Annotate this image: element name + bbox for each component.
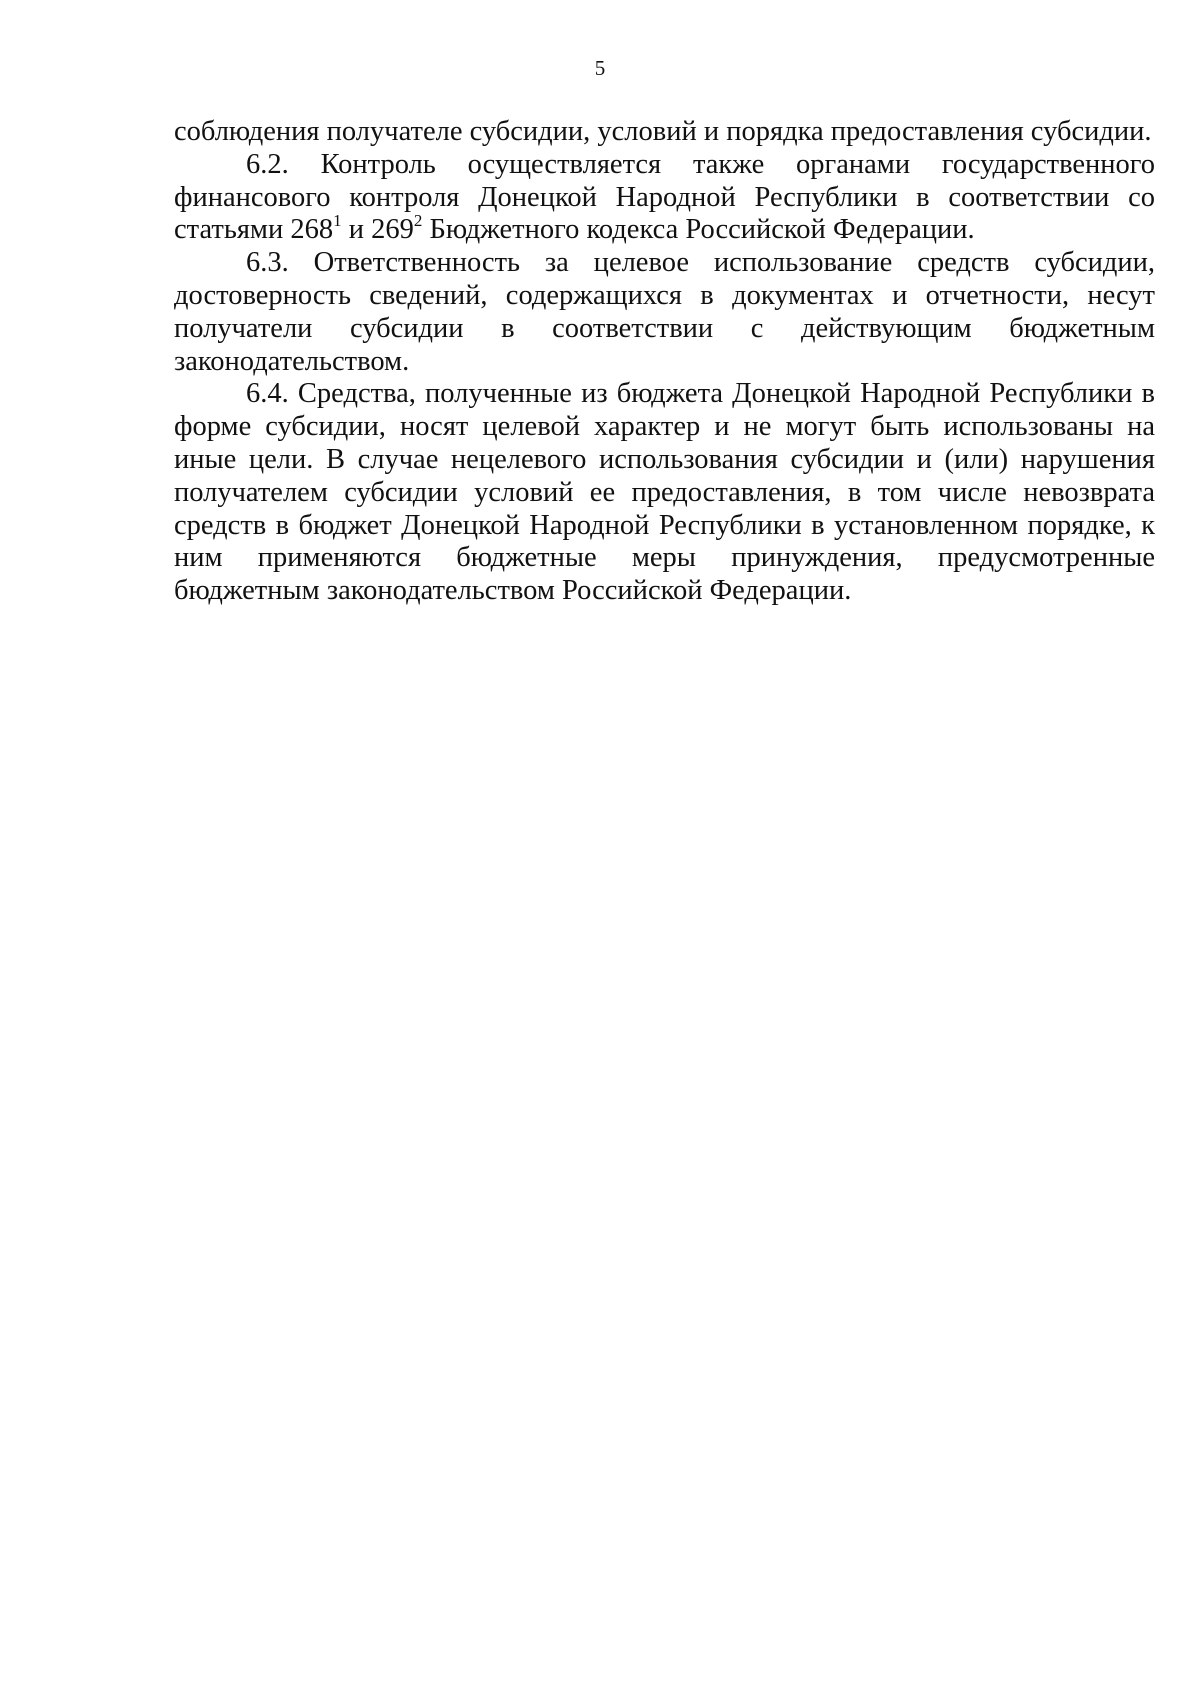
paragraph-6-2: [174, 149, 1155, 247]
paragraph-6-2-text-middle: и 269: [341, 214, 414, 246]
document-body: [174, 116, 1155, 608]
paragraph-continuation: соблюдения получателе субсидии, условий и порядка предоставления субсидии.: [174, 116, 1152, 147]
page-number: 5: [594, 56, 606, 80]
paragraph-6-3: 6.3. Ответственность за целевое использование средств субсидии, достоверность сведений, содержащихся в документах и отчетности, несут получатели субсидии в соответствии с действующим бюджетным законодательством.: [174, 247, 1155, 377]
paragraph-6-4: 6.4. Средства, полученные из бюджета Донецкой Народной Республики в форме субсидии, носят целевой характер и не могут быть использованы на иные цели. В случае нецелевого использования субсидии и (или) нарушения получателем субсидии условий ее предоставления, в том числе невозврата средств в бюджет Донецкой Народной Республики в установленном порядке, к ним применяются бюджетные меры принуждения, предусмотренные бюджетным законодательством Российской Федерации.: [174, 378, 1155, 607]
superscript-2: 2: [413, 210, 423, 230]
superscript-1: 1: [333, 210, 342, 230]
paragraph-6-2-text-end: Бюджетного кодекса Российской Федерации.: [422, 214, 975, 246]
paragraph-6-2-text-start: 6.2. Контроль осуществляется также органами государственного финансового контроля Донецкой Народной Республики в соответствии со статьями 268: [174, 148, 1155, 246]
